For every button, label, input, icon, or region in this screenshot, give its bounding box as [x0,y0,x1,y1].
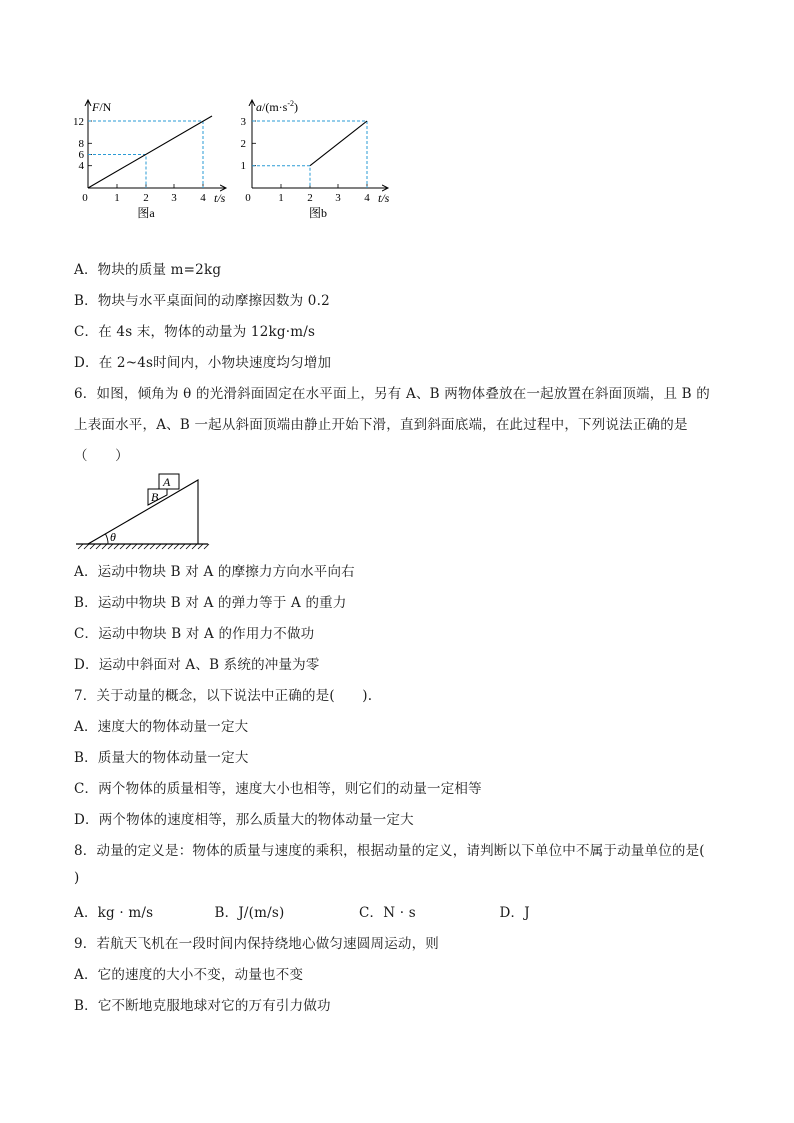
q5-option-d: D．在 2~4s时间内，小物块速度均匀增加 [74,355,332,371]
q6-stem-line-3: （ ） [74,448,129,464]
x-tick-label: 4 [364,192,370,204]
ground-hatch [78,544,209,549]
q5-option-c: C．在 4s 末，物体的动量为 12kg·m/s [74,324,316,340]
q6-option-c: C．运动中物块 B 对 A 的作用力不做功 [74,626,315,642]
block-b-label: B [151,490,159,504]
q9-option-a: A．它的速度的大小不变，动量也不变 [74,967,304,983]
x-axis-label: t/s [214,191,226,205]
x-tick-label: 2 [307,192,313,204]
q8-option-a: A．kg · m/s [74,905,154,921]
x-tick-label: 1 [114,192,120,204]
x-tick-label: 3 [335,192,341,204]
figure-incline-stacked-blocks [74,470,214,552]
q5-option-b: B．物块与水平桌面间的动摩擦因数为 0.2 [74,293,330,309]
q5-option-a: A．物块的质量 m=2kg [74,262,222,278]
x-tick-label: 2 [143,192,149,204]
acceleration-line [310,121,367,166]
x-tick-label: 1 [278,192,284,204]
q9-option-b: B．它不断地克服地球对它的万有引力做功 [74,998,331,1014]
q8-options [74,901,530,921]
y-tick-label: 2 [240,138,246,150]
y-axis-label: F/N [92,100,112,114]
q8-stem-line-2: ) [74,870,80,886]
q7-option-d: D．两个物体的速度相等，那么质量大的物体动量一定大 [74,812,414,828]
q6-option-b: B．运动中物块 B 对 A 的弹力等于 A 的重力 [74,595,347,611]
angle-label: θ [110,530,116,544]
y-tick-label: 3 [240,116,246,128]
q8-option-c: C．N · s [359,905,416,921]
y-tick-label: 1 [240,160,246,172]
x-tick-label: 3 [171,192,177,204]
block-a-label: A [163,475,171,489]
y-tick-label: 6 [78,149,84,161]
angle-arc [106,534,109,544]
y-tick-label: 8 [78,138,84,150]
q8-option-b: B．J/(m/s) [214,905,285,921]
force-line [88,116,212,188]
y-tick-label: 4 [78,160,84,172]
figure-caption: 图b [308,206,328,220]
figure-b-acceleration-time-graph [226,96,401,222]
y-tick-label: 12 [73,116,84,128]
y-axis-label: $a/(m\cdot s^{-2})$ [256,99,299,114]
q6-option-d: D．运动中斜面对 A、B 系统的冲量为零 [74,657,320,673]
q6-option-a: A．运动中物块 B 对 A 的摩擦力方向水平向右 [74,564,355,580]
x-tick-label: 4 [200,192,206,204]
x-tick-label: 0 [82,192,88,204]
q7-option-c: C．两个物体的质量相等，速度大小也相等，则它们的动量一定相等 [74,781,482,797]
figure-a-force-time-graph [70,96,240,222]
q6-stem-line-2: 上表面水平，A、B 一起从斜面顶端由静止开始下滑，直到斜面底端，在此过程中，下列说法正确的是 [74,417,688,433]
q7-option-b: B．质量大的物体动量一定大 [74,750,249,766]
q8-stem-line-1: 8．动量的定义是：物体的质量与速度的乘积，根据动量的定义，请判断以下单位中不属于动量单位的是( [74,843,705,859]
q6-stem-line-1: 6．如图，倾角为 θ 的光滑斜面固定在水平面上，另有 A、B 两物体叠放在一起放置在斜面顶端，且 B 的 [74,386,710,402]
q7-stem: 7．关于动量的概念，以下说法中正确的是( ). [74,688,373,704]
q7-option-a: A．速度大的物体动量一定大 [74,719,249,735]
x-tick-label: 0 [245,192,251,204]
figure-caption: 图a [137,206,155,220]
incline-wedge [88,480,198,544]
q9-stem: 9．若航天飞机在一段时间内保持绕地心做匀速圆周运动，则 [74,936,439,952]
q8-option-d: D．J [499,905,530,921]
x-axis-label: t/s [378,191,390,205]
